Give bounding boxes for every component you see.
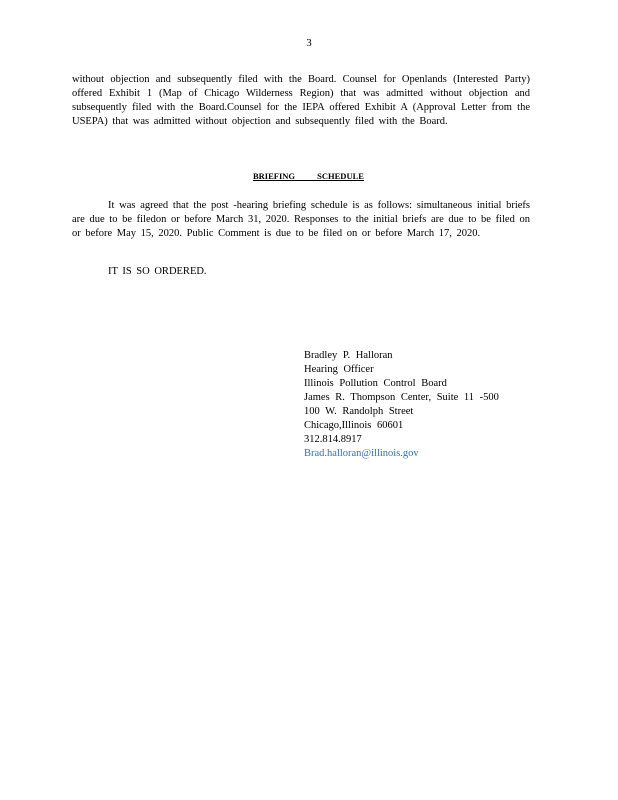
signature-block — [304, 349, 499, 461]
signer-phone: 312.814.8917 — [304, 434, 362, 445]
paragraph-exhibits: without objection and subsequently filed with the Board. Counsel for Openlands (Interested Party) offered Exhibit 1 (Map of Chicago Wilderness Region) that was admitted without objection and subsequently filed with the Board.Counsel for the IEPA offered Exhibit A (Approval Letter from the USEPA) that was admitted without objection and subsequently filed with the Board. — [72, 74, 530, 127]
briefing-schedule-heading: BRIEFING SCHEDULE — [253, 171, 364, 181]
order-statement: IT IS SO ORDERED. — [108, 266, 207, 277]
signer-title: Hearing Officer — [304, 364, 374, 375]
paragraph-briefing-schedule: It was agreed that the post -hearing briefing schedule is as follows: simultaneous initial briefs are due to be filedon or before March 31, 2020. Responses to the initial briefs are due to be filed on or before May 15, 2020. Public Comment is due to be filed on or before March 17, 2020. — [72, 200, 530, 239]
signer-city: Chicago,Illinois 60601 — [304, 420, 404, 431]
signer-name: Bradley P. Halloran — [304, 350, 393, 361]
signer-email-link[interactable]: Brad.halloran@illinois.gov — [304, 448, 419, 459]
page-number: 3 — [306, 37, 312, 49]
signer-street: 100 W. Randolph Street — [304, 406, 414, 417]
signer-building: James R. Thompson Center, Suite 11 -500 — [304, 392, 499, 403]
signer-organization: Illinois Pollution Control Board — [304, 378, 447, 389]
